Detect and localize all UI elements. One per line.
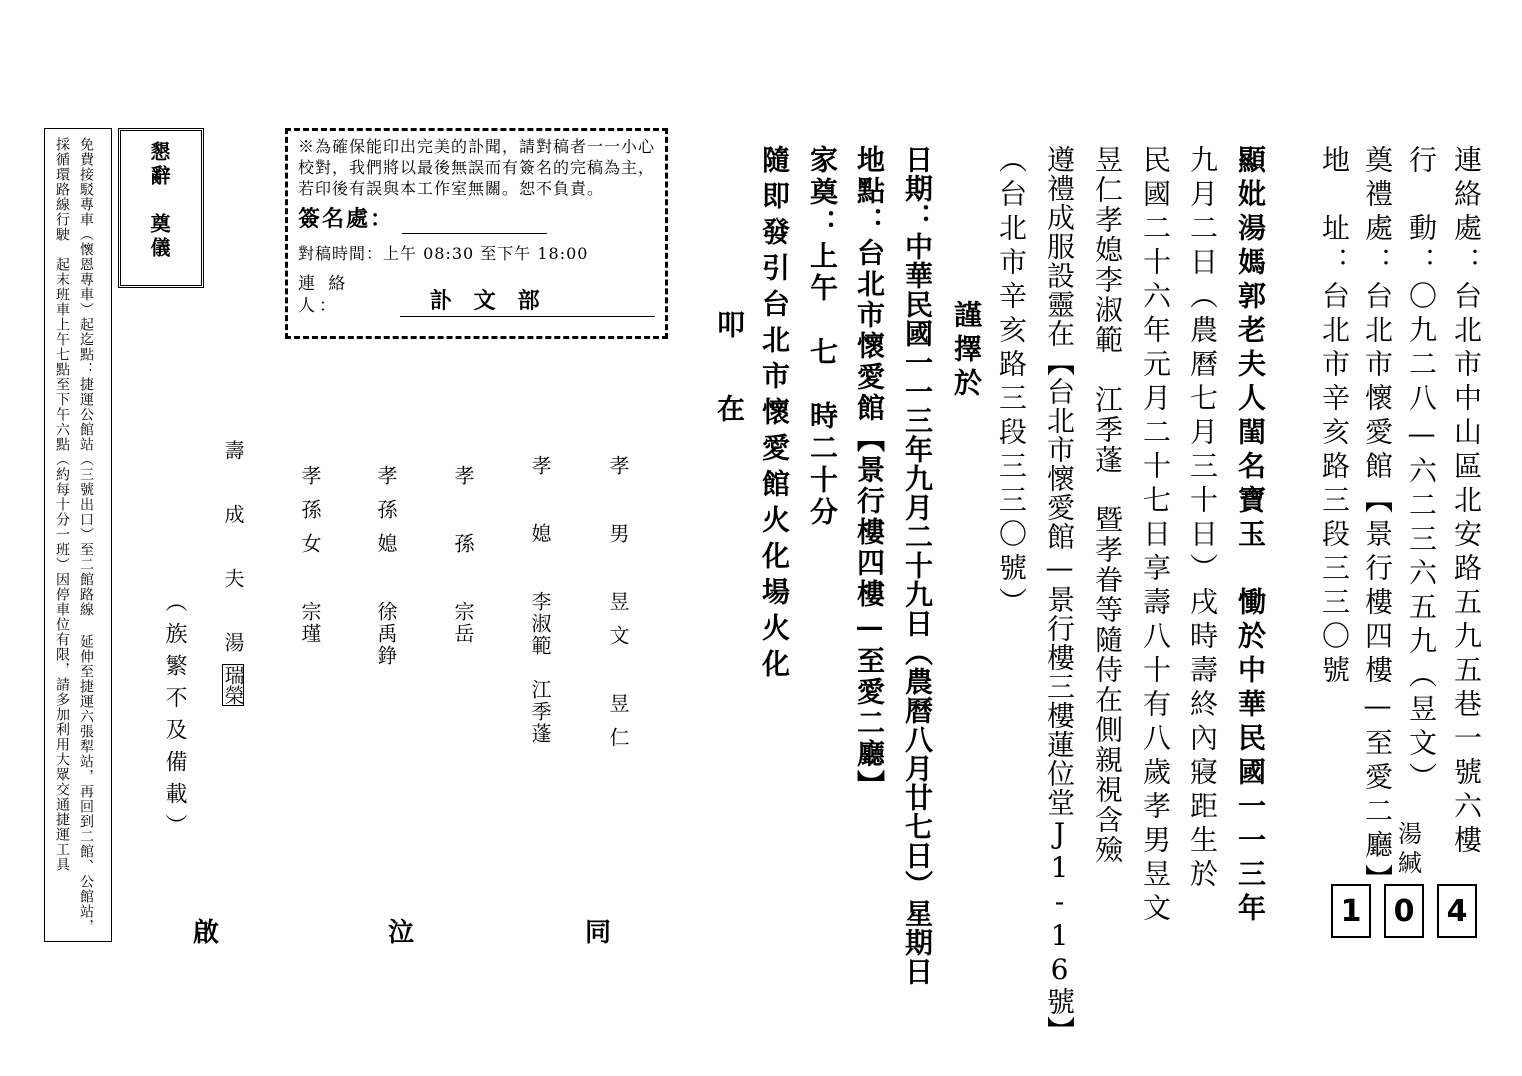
ceremony-date: 日期：中華民國一一三年九月二十九日（農曆八月廿七日）星期日	[901, 145, 934, 986]
signatory-names: 李淑範 江季蓬	[528, 591, 552, 745]
funeral-hall: 奠禮處：台北市懷愛館【景行樓四樓—至愛二廳】	[1361, 145, 1394, 898]
signatory-role: 孝孫女	[298, 465, 322, 567]
chosen-on: 謹擇於	[950, 300, 983, 402]
signatory-names: 宗岳	[451, 601, 475, 645]
signature-row	[298, 205, 655, 234]
contact-label: 連 絡 人：	[298, 273, 350, 316]
decline-gifts-box	[118, 128, 204, 288]
signatory-names: 宗瑾	[298, 601, 322, 645]
decline-line-2: 奠儀	[147, 213, 171, 261]
ceremony-time: 家奠：上午 七 時二十分	[806, 145, 839, 529]
obituary-birth-date: 民國二十六年元月二十七日享壽八十有八歲孝男昱文	[1139, 145, 1172, 927]
code-digit-1: 1	[1331, 884, 1371, 938]
contact-row	[298, 273, 655, 317]
decline-gifts-text	[149, 141, 169, 261]
signatory-names: 徐禹錚	[374, 601, 398, 667]
husband-name: 瑞榮	[221, 665, 245, 705]
signatory-daughter-in-law	[530, 455, 550, 745]
code-digit-2: 0	[1384, 884, 1424, 938]
decline-line-1: 懇辭	[147, 141, 171, 189]
shuttle-line-2: 採循環路線行駛 起末班車上午七點至下午六點（約每十分一班）因停車位有限，請多加利用大眾交通捷運工具	[54, 137, 70, 872]
omission-note: （族繁不及備載）	[162, 590, 187, 846]
obituary-deceased	[1234, 145, 1267, 927]
signatory-husband	[222, 440, 244, 706]
ceremony-location: 地點：台北市懷愛館【景行樓四樓—至愛二廳】	[853, 145, 886, 801]
sender-label: 湯緘	[1398, 820, 1422, 877]
deceased-name: 顯妣湯媽郭老夫人閨名寶玉 慟於中華民國一一三年	[1234, 145, 1267, 927]
signature-label: 簽名處：	[298, 206, 395, 233]
obituary-family: 昱仁孝媳李淑範 江季蓬 暨孝眷等隨侍在側親視含殮	[1091, 145, 1124, 865]
shuttle-line-1: 免費接駁專車（懷恩專車）起迄點：捷運公館站（三號出口）至二館路線 延伸至捷運六張犁站，再回到二館、公館站，	[78, 137, 94, 934]
signatory-role: 孝 媳	[528, 455, 552, 557]
obituary-death-date: 九月二日（農曆七月三十日）戌時壽終內寢距生於	[1186, 145, 1219, 893]
bottom-word-tong: 同	[585, 918, 612, 948]
contact-address: 連絡處：台北市中山區北安路五九五巷一號六樓	[1450, 145, 1483, 859]
signatory-grandson-wife	[376, 465, 396, 667]
signatory-names: 昱文 昱仁	[606, 591, 630, 761]
code-digit-3: 4	[1437, 884, 1477, 938]
husband-surname: 湯	[221, 632, 245, 664]
obituary-memorial-address: （台北市辛亥路三段三三〇號）	[995, 145, 1028, 621]
mobile-number: 行 動：〇九二八—六二三六五九（昱文）	[1405, 145, 1438, 796]
shuttle-box	[44, 128, 112, 942]
signatory-grandson	[453, 465, 473, 645]
signatory-role: 孝孫媳	[374, 465, 398, 567]
husband-role: 壽 成 夫	[221, 440, 245, 632]
signatory-son	[608, 455, 628, 761]
proof-time: 對稿時間：上午 08:30 至下午 18:00	[298, 243, 589, 263]
hall-address: 地 址：台北市辛亥路三段三三〇號	[1318, 145, 1351, 689]
signature-line[interactable]	[402, 209, 547, 234]
announcement: 叩 在	[713, 310, 746, 436]
bottom-word-qi-open: 啟	[193, 918, 220, 948]
signatory-role: 孝 孫	[451, 465, 475, 567]
cremation: 隨即發引台北市懷愛館火化場火化	[758, 145, 791, 685]
signatory-role: 孝 男	[606, 455, 630, 557]
signatory-granddaughter	[300, 465, 320, 645]
obituary-memorial: 遵禮成服設靈在【台北市懷愛館—景行樓三樓蓮位堂J1-16號】	[1043, 145, 1076, 1045]
contact-value: 訃文部	[400, 287, 655, 317]
proof-box	[285, 128, 668, 339]
proof-note: ※為確保能印出完美的訃聞，請對稿者一一小心校對，我們將以最後無誤而有簽名的完稿為主，若印後有誤與本工作室無關。恕不負責。	[298, 137, 656, 198]
bottom-word-qi: 泣	[388, 918, 415, 948]
